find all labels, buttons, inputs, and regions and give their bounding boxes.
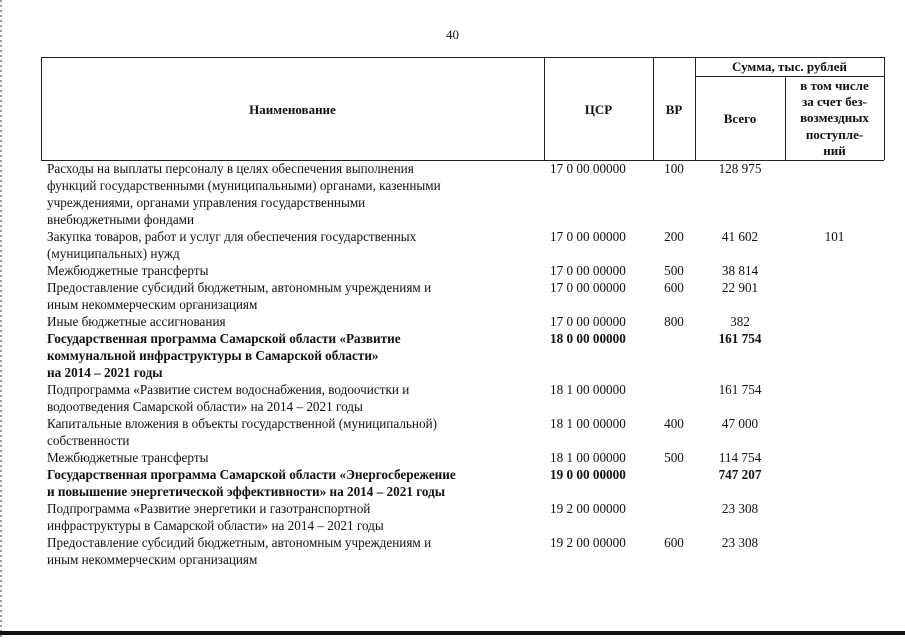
row-name-line: (муниципальных) нужд — [47, 246, 180, 261]
row-name-line: иным некоммерческим организациям — [47, 297, 258, 312]
row-csr: 18 1 00 00000 — [550, 382, 626, 397]
row-incl — [785, 466, 884, 500]
row-total: 47 000 — [721, 416, 759, 431]
header-name: Наименование — [249, 102, 336, 117]
row-total: 161 754 — [718, 331, 762, 346]
row-name-line: Подпрограмма «Развитие систем водоснабжения, водоочистки и — [47, 382, 410, 397]
row-name-line: и повышение энергетической эффективности» на 2014 – 2021 годы — [47, 484, 446, 499]
row-vr: 800 — [664, 314, 684, 329]
row-name-line: иным некоммерческим организациям — [47, 552, 258, 567]
row-incl — [785, 262, 884, 279]
row-name — [41, 449, 544, 466]
row-name-line: Закупка товаров, работ и услуг для обеспечения государственных — [47, 229, 417, 244]
table-row — [41, 228, 884, 262]
row-name — [41, 228, 544, 262]
table-row — [41, 330, 884, 381]
header-divider — [884, 57, 885, 160]
row-total: 38 814 — [721, 263, 759, 278]
row-name — [41, 313, 544, 330]
row-csr: 17 0 00 00000 — [550, 263, 626, 278]
row-csr: 19 2 00 00000 — [550, 535, 626, 550]
header-incl-line: возмездных — [800, 110, 869, 126]
row-name-line: Иные бюджетные ассигнования — [47, 314, 226, 329]
row-name — [41, 279, 544, 313]
table-row — [41, 279, 884, 313]
row-vr — [653, 500, 695, 534]
row-name — [41, 500, 544, 534]
row-csr: 18 1 00 00000 — [550, 416, 626, 431]
row-incl — [785, 449, 884, 466]
row-vr — [653, 381, 695, 415]
row-csr: 18 0 00 00000 — [550, 331, 626, 346]
row-name-line: водоотведения Самарской области» на 2014 – 2021 годы — [47, 399, 363, 414]
row-csr: 19 2 00 00000 — [550, 501, 626, 516]
table-body — [41, 160, 884, 568]
header-incl-line: ний — [823, 142, 846, 158]
table-row — [41, 500, 884, 534]
row-name-line: учреждениями, органами управления государственными — [47, 195, 366, 210]
row-csr: 17 0 00 00000 — [550, 280, 626, 295]
row-csr: 18 1 00 00000 — [550, 450, 626, 465]
table-row — [41, 160, 884, 228]
row-vr — [653, 330, 695, 381]
row-name-line: Государственная программа Самарской области «Развитие — [47, 331, 401, 346]
row-incl — [785, 381, 884, 415]
row-vr: 100 — [664, 161, 684, 176]
row-name-line: внебюджетными фондами — [47, 212, 195, 227]
row-name-line: коммунальной инфраструктуры в Самарской области» — [47, 348, 379, 363]
row-total: 747 207 — [718, 467, 762, 482]
row-name — [41, 160, 544, 228]
row-vr: 600 — [664, 535, 684, 550]
row-total: 23 308 — [721, 501, 759, 516]
row-vr: 600 — [664, 280, 684, 295]
table-top-border — [41, 57, 884, 58]
page-number: 40 — [446, 27, 459, 42]
row-name-line: Подпрограмма «Развитие энергетики и газотранспортной — [47, 501, 371, 516]
row-vr: 400 — [664, 416, 684, 431]
row-name — [41, 415, 544, 449]
header-sum-group: Сумма, тыс. рублей — [732, 59, 847, 74]
row-total: 41 602 — [721, 229, 759, 244]
row-name-line: Расходы на выплаты персоналу в целях обеспечения выполнения — [47, 161, 414, 176]
row-name-line: Межбюджетные трансферты — [47, 450, 209, 465]
row-name — [41, 330, 544, 381]
row-vr: 200 — [664, 229, 684, 244]
header-vr: ВР — [665, 102, 683, 117]
row-name-line: Межбюджетные трансферты — [47, 263, 209, 278]
row-total: 23 308 — [721, 535, 759, 550]
header-incl-line: в том числе — [800, 78, 869, 93]
row-vr: 500 — [664, 450, 684, 465]
row-incl — [785, 160, 884, 228]
row-total: 161 754 — [718, 382, 762, 397]
header-incl — [785, 78, 884, 159]
row-incl — [785, 415, 884, 449]
row-name-line: на 2014 – 2021 годы — [47, 365, 163, 380]
row-incl — [785, 330, 884, 381]
row-name-line: функций государственными (муниципальными) органами, казенными — [47, 178, 441, 193]
table-row — [41, 415, 884, 449]
header-incl-line: за счет без- — [802, 94, 867, 110]
row-csr: 17 0 00 00000 — [550, 161, 626, 176]
row-name-line: инфраструктуры в Самарской области» на 2014 – 2021 годы — [47, 518, 384, 533]
scan-edge — [0, 0, 2, 640]
row-total: 114 754 — [718, 450, 762, 465]
row-csr: 17 0 00 00000 — [550, 314, 626, 329]
table-row — [41, 262, 884, 279]
table-row — [41, 466, 884, 500]
row-csr: 17 0 00 00000 — [550, 229, 626, 244]
table-row — [41, 449, 884, 466]
row-incl — [785, 279, 884, 313]
row-name-line: Государственная программа Самарской области «Энергосбережение — [47, 467, 456, 482]
table-row — [41, 381, 884, 415]
header-divider — [695, 76, 884, 77]
row-name-line: собственности — [47, 433, 130, 448]
row-total: 128 975 — [718, 161, 762, 176]
row-name — [41, 262, 544, 279]
row-incl — [785, 313, 884, 330]
row-name-line: Капитальные вложения в объекты государственной (муниципальной) — [47, 416, 438, 431]
row-csr: 19 0 00 00000 — [550, 467, 626, 482]
row-vr — [653, 466, 695, 500]
header-csr: ЦСР — [584, 102, 613, 117]
row-incl — [785, 534, 884, 568]
row-vr: 500 — [664, 263, 684, 278]
row-name-line: Предоставление субсидий бюджетным, автономным учреждениям и — [47, 535, 432, 550]
row-name — [41, 466, 544, 500]
bottom-border — [0, 631, 905, 635]
row-incl — [785, 500, 884, 534]
row-total: 382 — [730, 314, 750, 329]
row-total: 22 901 — [721, 280, 759, 295]
row-name — [41, 534, 544, 568]
header-total: Всего — [723, 111, 757, 126]
row-name-line: Предоставление субсидий бюджетным, автономным учреждениям и — [47, 280, 432, 295]
row-incl: 101 — [824, 229, 845, 244]
table-row — [41, 313, 884, 330]
row-name — [41, 381, 544, 415]
table-row — [41, 534, 884, 568]
header-incl-line: поступле- — [805, 126, 864, 142]
